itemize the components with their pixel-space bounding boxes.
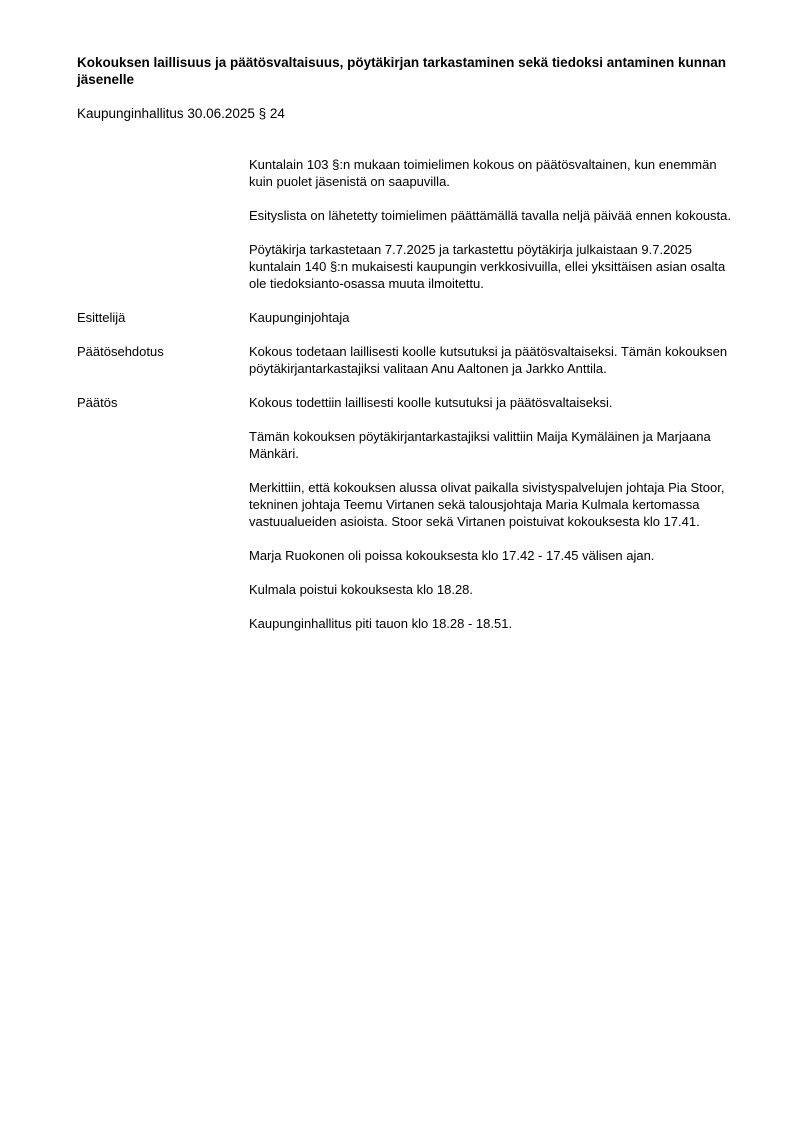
decision-paragraph: Tämän kokouksen pöytäkirjantarkastajiksi valittiin Maija Kymäläinen ja Marjaana Mänkäri.	[249, 429, 711, 461]
proposal-label: Päätösehdotus	[77, 344, 164, 359]
decision-paragraph: Kulmala poistui kokouksesta klo 18.28.	[249, 582, 474, 597]
intro-paragraph: Kuntalain 103 §:n mukaan toimielimen kokous on päätösvaltainen, kun enemmän kuin puolet jäsenistä on saapuvilla.	[249, 157, 717, 189]
intro-section	[249, 156, 737, 292]
meeting-reference: Kaupunginhallitus 30.06.2025 § 24	[77, 106, 285, 121]
decision-row	[77, 394, 737, 649]
proposal-row	[77, 343, 737, 394]
decision-label: Päätös	[77, 395, 118, 410]
presenter-row	[77, 309, 737, 343]
document-page	[77, 54, 737, 649]
decision-paragraph: Merkittiin, että kokouksen alussa olivat paikalla sivistyspalvelujen johtaja Pia Stoor, tekninen johtaja Teemu Virtanen sekä talousjohtaja Maria Kulmala kertomassa vastuualueiden asioista. Stoor sekä Virtanen poistuivat kokouksesta klo 17.41.	[249, 480, 725, 529]
decision-paragraph: Marja Ruokonen oli poissa kokouksesta klo 17.42 - 17.45 välisen ajan.	[249, 548, 655, 563]
proposal-paragraph: Kokous todetaan laillisesti koolle kutsutuksi ja päätösvaltaiseksi. Tämän kokouksen pöytäkirjantarkastajiksi valitaan Anu Aaltonen ja Jarkko Anttila.	[249, 344, 728, 376]
presenter-value: Kaupunginjohtaja	[249, 310, 350, 325]
decision-paragraph: Kaupunginhallitus piti tauon klo 18.28 - 18.51.	[249, 616, 513, 631]
presenter-label: Esittelijä	[77, 310, 126, 325]
intro-paragraph: Esityslista on lähetetty toimielimen päättämällä tavalla neljä päivää ennen kokousta.	[249, 208, 731, 223]
intro-paragraph: Pöytäkirja tarkastetaan 7.7.2025 ja tarkastettu pöytäkirja julkaistaan 9.7.2025 kuntalain 140 §:n mukaisesti kaupungin verkkosivuilla, ellei yksittäisen asian osalta ole tiedoksianto-osassa muuta ilmoitettu.	[249, 242, 726, 291]
document-title: Kokouksen laillisuus ja päätösvaltaisuus, pöytäkirjan tarkastaminen sekä tiedoksi antaminen kunnan jäsenelle	[77, 55, 726, 87]
decision-paragraph: Kokous todettiin laillisesti koolle kutsutuksi ja päätösvaltaiseksi.	[249, 395, 613, 410]
